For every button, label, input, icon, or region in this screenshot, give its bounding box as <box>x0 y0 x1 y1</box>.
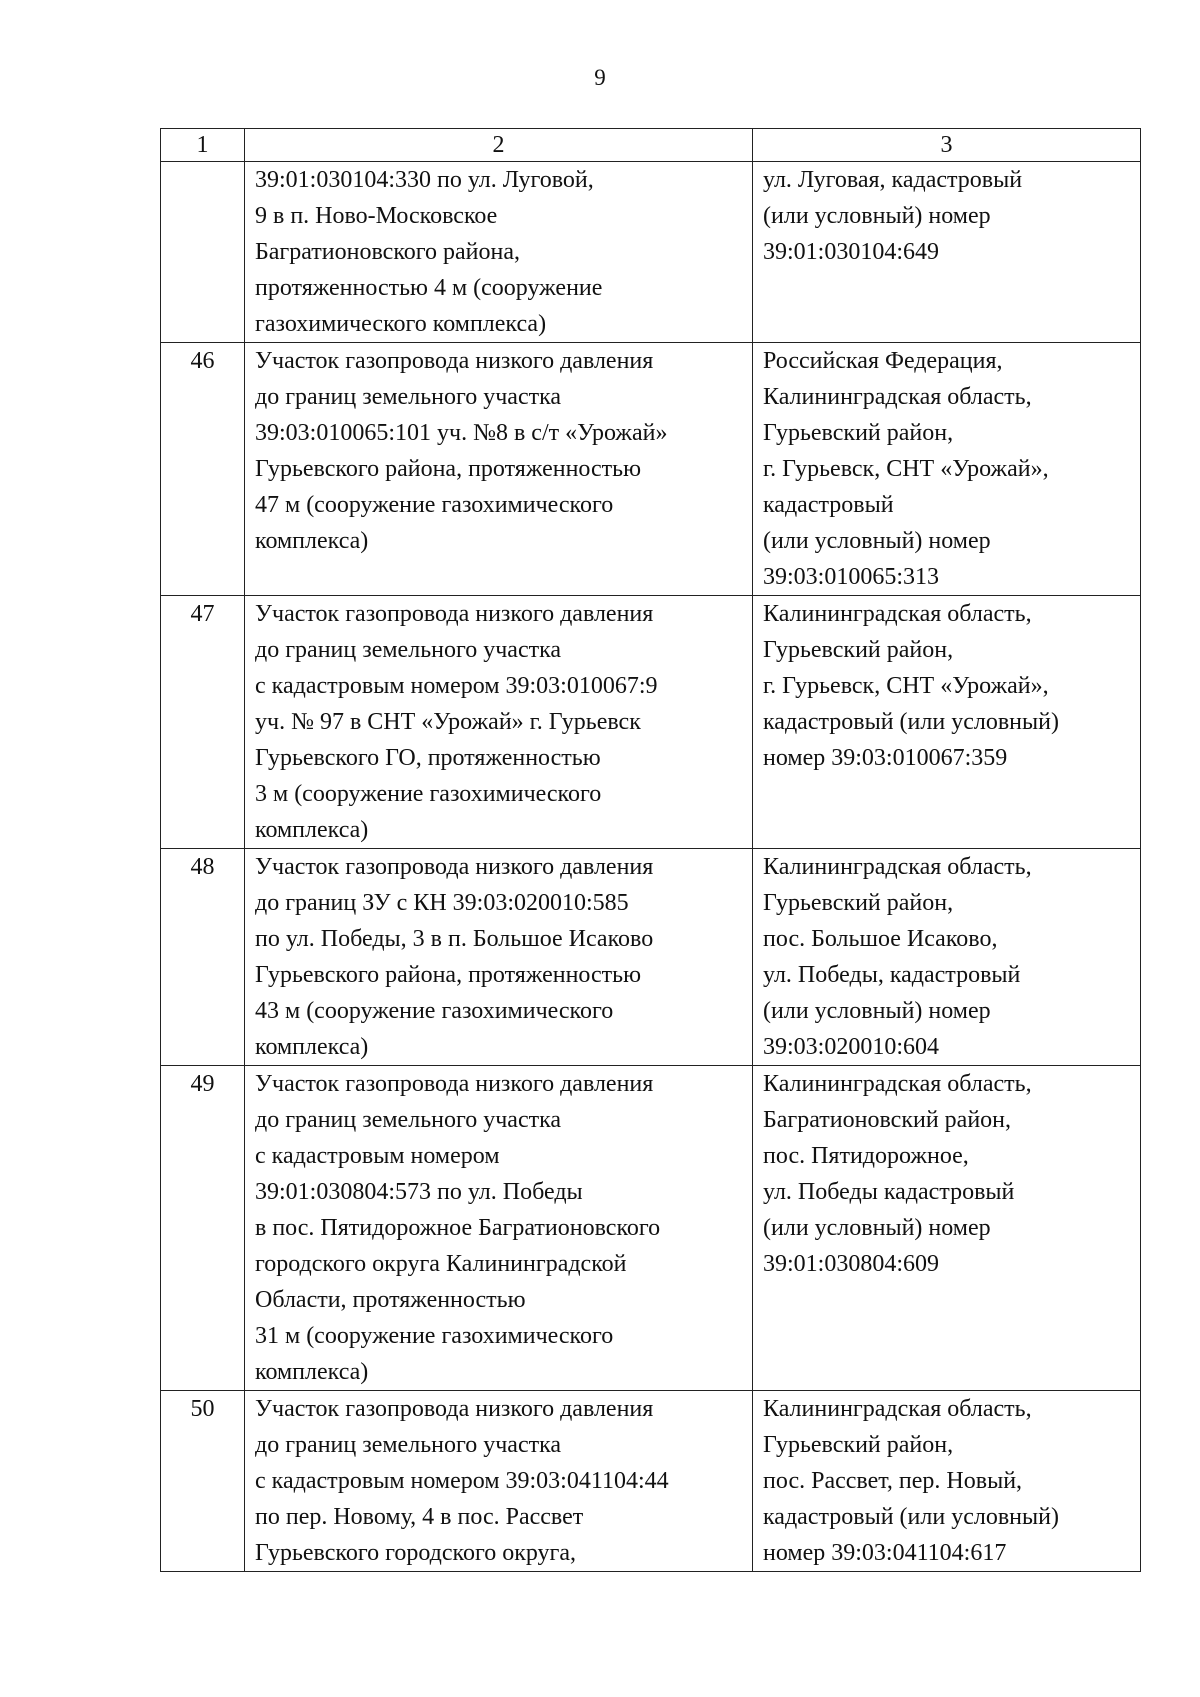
address-cell <box>753 1391 1141 1572</box>
address-line: Калининградская область, <box>763 601 1032 627</box>
address-line: 39:01:030804:609 <box>763 1251 940 1277</box>
column-header-1: 1 <box>161 129 245 162</box>
description-line: по ул. Победы, 3 в п. Большое Исаково <box>255 926 654 952</box>
table-row <box>161 596 1141 849</box>
description-line: с кадастровым номером <box>255 1143 500 1169</box>
description-line: 39:03:010065:101 уч. №8 в с/т «Урожай» <box>255 420 668 446</box>
address-line: Калининградская область, <box>763 1396 1032 1422</box>
description-cell <box>245 162 753 343</box>
description-line: Участок газопровода низкого давления <box>255 1396 654 1422</box>
row-number-cell <box>161 162 245 343</box>
description-line: газохимического комплекса) <box>255 311 547 337</box>
description-line: до границ земельного участка <box>255 384 562 410</box>
description-line: Багратионовского района, <box>255 239 521 265</box>
page-number: 9 <box>594 65 606 90</box>
description-line: комплекса) <box>255 528 369 554</box>
row-number-cell: 49 <box>161 1066 245 1391</box>
table-row <box>161 1391 1141 1572</box>
description-line: до границ земельного участка <box>255 1432 562 1458</box>
description-line: 39:01:030104:330 по ул. Луговой, <box>255 167 594 193</box>
address-line: кадастровый (или условный) <box>763 709 1059 735</box>
description-line: по пер. Новому, 4 в пос. Рассвет <box>255 1504 584 1530</box>
registry-table-body <box>161 129 1141 1572</box>
description-line: Гурьевского городского округа, <box>255 1540 577 1566</box>
address-line: номер 39:03:010067:359 <box>763 745 1008 771</box>
description-line: протяженностью 4 м (сооружение <box>255 275 603 301</box>
address-line: (или условный) номер <box>763 203 991 229</box>
address-line: кадастровый <box>763 492 894 518</box>
address-cell <box>753 596 1141 849</box>
address-line: кадастровый (или условный) <box>763 1504 1059 1530</box>
address-line: Российская Федерация, <box>763 348 1003 374</box>
address-line: номер 39:03:041104:617 <box>763 1540 1007 1566</box>
address-cell <box>753 343 1141 596</box>
description-line: Гурьевского района, протяженностью <box>255 962 642 988</box>
description-line: с кадастровым номером 39:03:041104:44 <box>255 1468 669 1494</box>
table-row <box>161 162 1141 343</box>
description-line: Гурьевского района, протяженностью <box>255 456 642 482</box>
row-number-cell: 50 <box>161 1391 245 1572</box>
description-line: комплекса) <box>255 1359 369 1385</box>
address-line: Калининградская область, <box>763 854 1032 880</box>
address-cell <box>753 849 1141 1066</box>
description-line: Участок газопровода низкого давления <box>255 854 654 880</box>
table-row <box>161 849 1141 1066</box>
description-line: до границ ЗУ с КН 39:03:020010:585 <box>255 890 629 916</box>
description-line: Области, протяженностью <box>255 1287 526 1313</box>
description-line: до границ земельного участка <box>255 1107 562 1133</box>
address-line: Калининградская область, <box>763 384 1032 410</box>
address-cell <box>753 1066 1141 1391</box>
address-line: г. Гурьевск, СНТ «Урожай», <box>763 673 1049 699</box>
description-line: с кадастровым номером 39:03:010067:9 <box>255 673 658 699</box>
description-line: 43 м (сооружение газохимического <box>255 998 614 1024</box>
table-header-row <box>161 129 1141 162</box>
description-line: 9 в п. Ново-Московское <box>255 203 498 229</box>
address-line: Гурьевский район, <box>763 890 954 916</box>
registry-table <box>160 128 1141 1572</box>
row-number-cell: 48 <box>161 849 245 1066</box>
description-line: до границ земельного участка <box>255 637 562 663</box>
address-cell <box>753 162 1141 343</box>
description-cell <box>245 596 753 849</box>
address-line: Калининградская область, <box>763 1071 1032 1097</box>
row-number-cell: 46 <box>161 343 245 596</box>
address-line: 39:01:030104:649 <box>763 239 940 265</box>
description-line: 3 м (сооружение газохимического <box>255 781 602 807</box>
address-line: ул. Победы кадастровый <box>763 1179 1015 1205</box>
description-cell <box>245 1066 753 1391</box>
address-line: 39:03:020010:604 <box>763 1034 940 1060</box>
description-line: городского округа Калининградской <box>255 1251 627 1277</box>
description-line: Участок газопровода низкого давления <box>255 348 654 374</box>
description-line: в пос. Пятидорожное Багратионовского <box>255 1215 661 1241</box>
address-line: (или условный) номер <box>763 998 991 1024</box>
description-line: уч. № 97 в СНТ «Урожай» г. Гурьевск <box>255 709 641 735</box>
column-header-2: 2 <box>245 129 753 162</box>
description-line: Участок газопровода низкого давления <box>255 601 654 627</box>
address-line: Гурьевский район, <box>763 637 954 663</box>
table-row <box>161 1066 1141 1391</box>
description-line: 31 м (сооружение газохимического <box>255 1323 614 1349</box>
address-line: (или условный) номер <box>763 1215 991 1241</box>
address-line: пос. Рассвет, пер. Новый, <box>763 1468 1023 1494</box>
column-header-3: 3 <box>753 129 1141 162</box>
address-line: Багратионовский район, <box>763 1107 1012 1133</box>
address-line: пос. Пятидорожное, <box>763 1143 969 1169</box>
description-line: комплекса) <box>255 817 369 843</box>
address-line: ул. Победы, кадастровый <box>763 962 1021 988</box>
address-line: г. Гурьевск, СНТ «Урожай», <box>763 456 1049 482</box>
table-row <box>161 343 1141 596</box>
description-cell <box>245 343 753 596</box>
address-line: (или условный) номер <box>763 528 991 554</box>
row-number-cell: 47 <box>161 596 245 849</box>
description-line: 39:01:030804:573 по ул. Победы <box>255 1179 583 1205</box>
description-line: Участок газопровода низкого давления <box>255 1071 654 1097</box>
description-line: комплекса) <box>255 1034 369 1060</box>
description-line: Гурьевского ГО, протяженностью <box>255 745 601 771</box>
address-line: Гурьевский район, <box>763 420 954 446</box>
address-line: ул. Луговая, кадастровый <box>763 167 1023 193</box>
address-line: Гурьевский район, <box>763 1432 954 1458</box>
address-line: 39:03:010065:313 <box>763 564 940 590</box>
description-line: 47 м (сооружение газохимического <box>255 492 614 518</box>
address-line: пос. Большое Исаково, <box>763 926 998 952</box>
description-cell <box>245 849 753 1066</box>
description-cell <box>245 1391 753 1572</box>
